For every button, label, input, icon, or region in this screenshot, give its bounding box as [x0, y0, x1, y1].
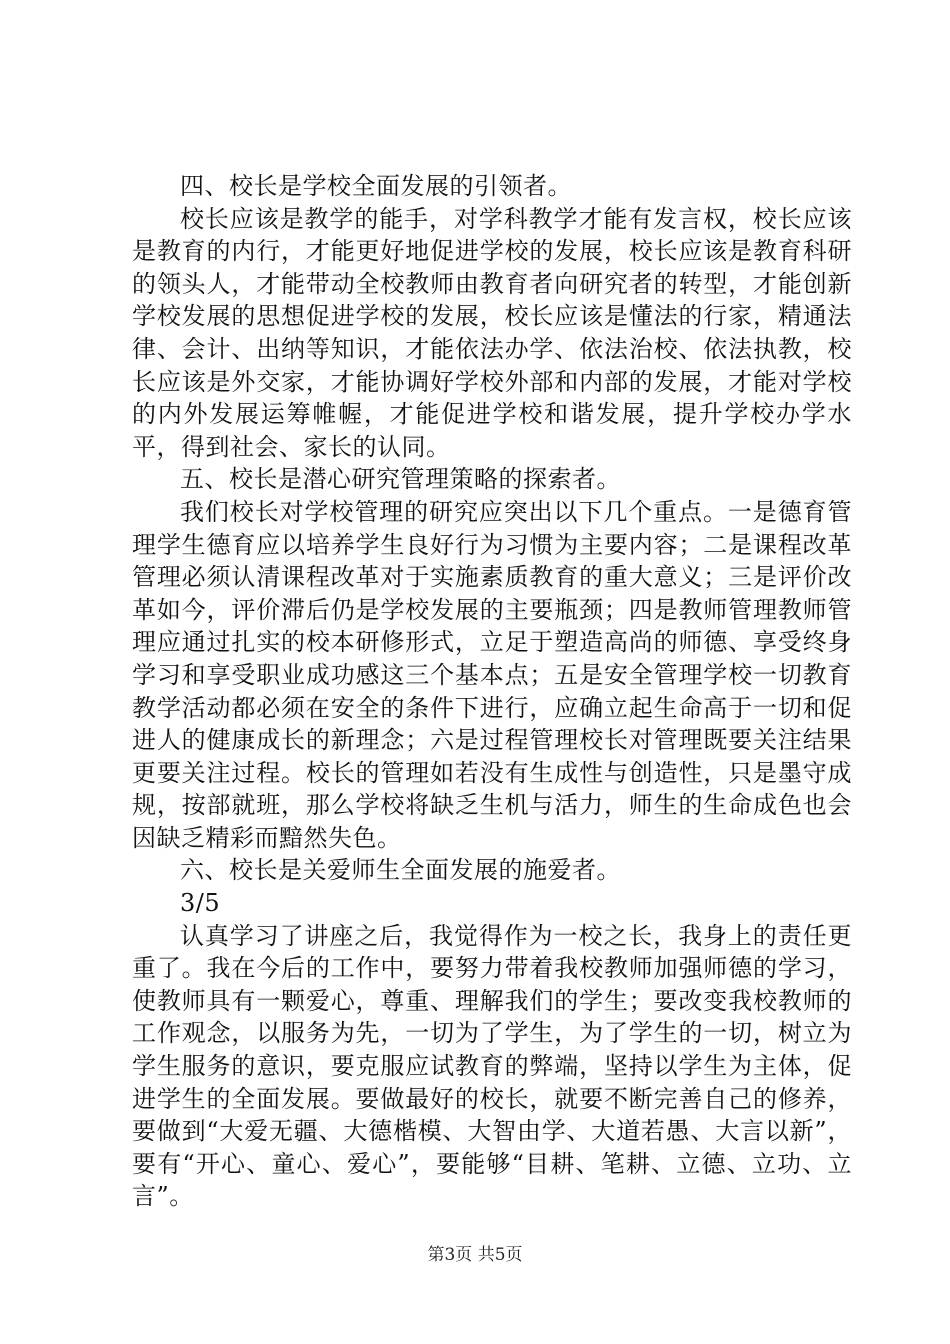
body-paragraph: 我们校长对学校管理的研究应突出以下几个重点。一是德育管理学生德育应以培养学生良好行为习惯为主要内容；二是课程改革管理必须认清课程改革对于实施素质教育的重大意义；三是评价改革如今，评价滞后仍是学校发展的主要瓶颈；四是教师管理教师管理应通过扎实的校本研修形式，立足于塑造高尚的师德、享受终身学习和享受职业成功感这三个基本点；五是安全管理学校一切教育教学活动都必须在安全的条件下进行，应确立起生命高于一切和促进人的健康成长的新理念；六是过程管理校长对管理既要关注结果更要关注过程。校长的管理如若没有生成性与创造性，只是墨守成规，按部就班，那么学校将缺乏生机与活力，师生的生命成色也会因缺乏精彩而黯然失色。 — [132, 497, 852, 852]
page-marker: 3/5 — [180, 889, 221, 918]
section-heading-5: 五、校长是潜心研究管理策略的探索者。 — [180, 465, 621, 494]
section-heading-4: 四、校长是学校全面发展的引领者。 — [180, 172, 572, 200]
page-footer: 第3页 共5页 — [427, 1245, 523, 1265]
body-paragraph: 校长应该是教学的能手，对学科教学才能有发言权，校长应该是教育的内行，才能更好地促进学校的发展，校长应该是教育科研的领头人，才能带动全校教师由教育者向研究者的转型，才能创新学校发展的思想促进学校的发展，校长应该是懂法的行家，精通法律、会计、出纳等知识，才能依法办学、依法治校、依法执教，校长应该是外交家，才能协调好学校外部和内部的发展，才能对学校的内外发展运筹帷幄，才能促进学校和谐发展，提升学校办学水平，得到社会、家长的认同。 — [132, 204, 852, 461]
document-body — [132, 170, 852, 1213]
body-paragraph: 认真学习了讲座之后，我觉得作为一校之长，我身上的责任更重了。我在今后的工作中，要努力带着我校教师加强师德的学习，使教师具有一颗爱心，尊重、理解我们的学生；要改变我校教师的工作观念，以服务为先，一切为了学生，为了学生的一切，树立为学生服务的意识，要克服应试教育的弊端，坚持以学生为主体，促进学生的全面发展。要做最好的校长，就要不断完善自己的修养，要做到“大爱无疆、大德楷模、大智由学、大道若愚、大言以新”，要有“开心、童心、爱心”，要能够“目耕、笔耕、立德、立功、立言”。 — [132, 921, 852, 1211]
section-heading-6: 六、校长是关爱师生全面发展的施爱者。 — [180, 856, 621, 885]
